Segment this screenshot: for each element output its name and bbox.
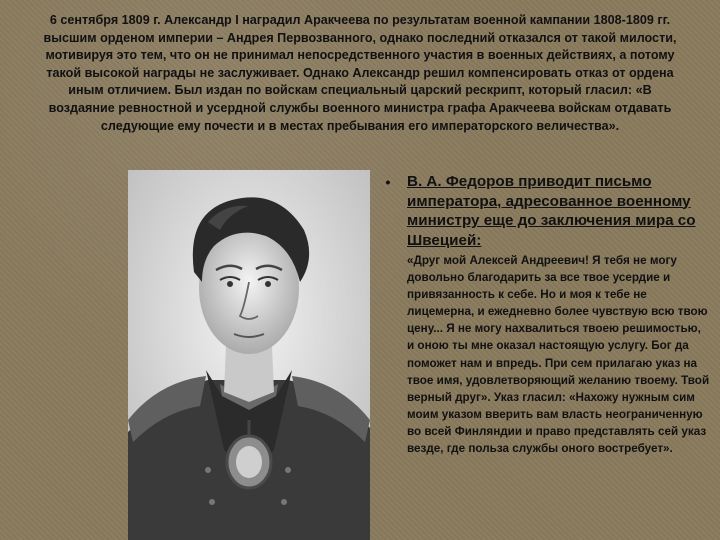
bullet-heading: В. А. Федоров приводит письмо императора, адресованное военному министру еще до заключения мира со Швецией: <box>407 173 696 249</box>
bullet-marker: • <box>385 174 391 190</box>
intro-paragraph: 6 сентября 1809 г. Александр I наградил Аракчеева по результатам военной кампании 1808-1809 гг. высшим орденом империи – Андрея Первозванного, однако последний отказался от такой милости, мотивируя это тем, что он не принимал непосредственного участия в военных действиях, а потому такой высокой награды не заслуживает. Однако Александр решил компенсировать отказ от ордена иным отличием. Был издан по войскам специальный царский рескрипт, который гласил: «В воздаяние ревностной и усердной службы военного министра графа Аракчеева войскам отдавать следующие ему почести и в местах пребывания его императорского величества». <box>43 13 677 133</box>
quote-bullet <box>380 172 710 457</box>
letter-quote: «Друг мой Алексей Андреевич! Я тебя не могу довольно благодарить за все твое усердие и привязанность к себе. Но и моя к тебе не лицемерна, и ежедневно более чувствую всю твою цену... Я не могу нахвалиться твоею решимостью, и оною ты мне оказал настоящую услугу. Бог да поможет нам и впредь. При сем прилагаю указ на твое имя, удовлетворяющий желанию твоему. Твой верный друг». Указ гласил: «Нахожу нужным сим моим указом вверить вам власть неограниченную во всей Финляндии и право представлять сей указ везде, где польза службы оного востребует». <box>407 254 710 456</box>
portrait-drawing <box>128 170 370 540</box>
portrait-image <box>128 170 370 540</box>
